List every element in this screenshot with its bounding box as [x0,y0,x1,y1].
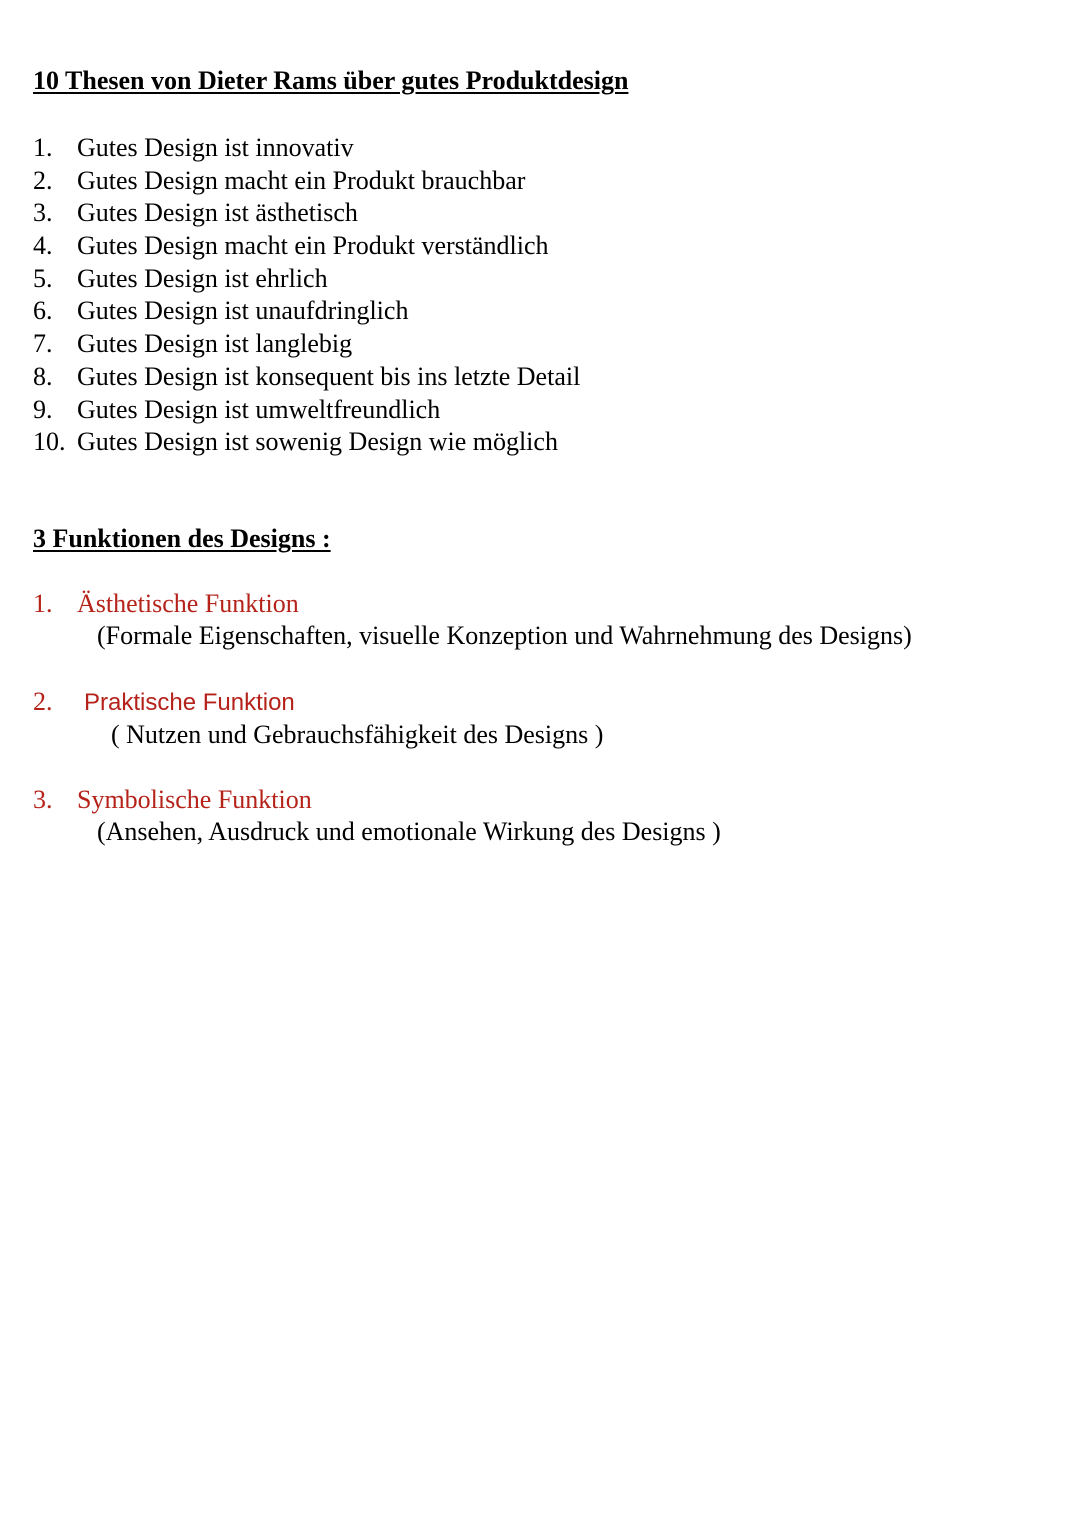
list-item-number: 3. [33,198,53,228]
list-item [33,132,580,165]
list-item-number: 7. [33,329,53,359]
list-item-text: Gutes Design ist konsequent bis ins letzte Detail [77,361,581,391]
theses-list [33,132,580,459]
list-item-number: 10. [33,427,66,457]
function-number: 2. [33,687,53,716]
list-item-text: Gutes Design ist innovativ [77,133,354,162]
list-item [33,394,580,427]
list-item-number: 6. [33,296,53,326]
section-heading: 3 Funktionen des Designs : [33,524,331,553]
function-title: Praktische Funktion [84,689,295,716]
function-description: ( Nutzen und Gebrauchsfähigkeit des Designs ) [111,720,604,749]
list-item-number: 9. [33,394,53,424]
function-title-row [33,686,525,719]
list-item [33,426,580,459]
function-number: 3. [33,785,53,814]
function-title: Symbolische Funktion [77,785,312,814]
list-item [33,230,580,263]
list-item [33,165,580,198]
list-item-text: Gutes Design ist langlebig [77,329,353,359]
function-item-practical [33,686,604,751]
list-item [33,197,580,230]
function-title: Ästhetische Funktion [77,589,299,618]
list-item-number: 5. [33,263,53,293]
list-item-number: 4. [33,231,53,261]
list-item [33,328,580,361]
function-description: (Formale Eigenschaften, visuelle Konzeption und Wahrnehmung des Designs) [97,621,912,650]
function-title-row [33,784,657,816]
list-item-text: Gutes Design macht ein Produkt verständlich [77,231,549,261]
list-item-number: 2. [33,165,53,195]
list-item-number: 1. [33,133,53,162]
list-item-number: 8. [33,361,53,391]
function-description: (Ansehen, Ausdruck und emotionale Wirkung des Designs ) [97,817,721,846]
function-number: 1. [33,589,53,618]
function-item-aesthetic [33,588,912,652]
page-title: 10 Thesen von Dieter Rams über gutes Produktdesign [33,66,629,95]
list-item-text: Gutes Design ist ästhetisch [77,198,358,228]
list-item-text: Gutes Design ist unaufdringlich [77,296,409,326]
list-item [33,361,580,394]
list-item [33,295,580,328]
list-item-text: Gutes Design macht ein Produkt brauchbar [77,165,526,195]
function-title-row [33,588,848,620]
list-item-text: Gutes Design ist umweltfreundlich [77,394,441,424]
list-item-text: Gutes Design ist sowenig Design wie möglich [77,427,558,457]
function-item-symbolic [33,784,721,848]
list-item-text: Gutes Design ist ehrlich [77,263,328,293]
list-item [33,263,580,296]
